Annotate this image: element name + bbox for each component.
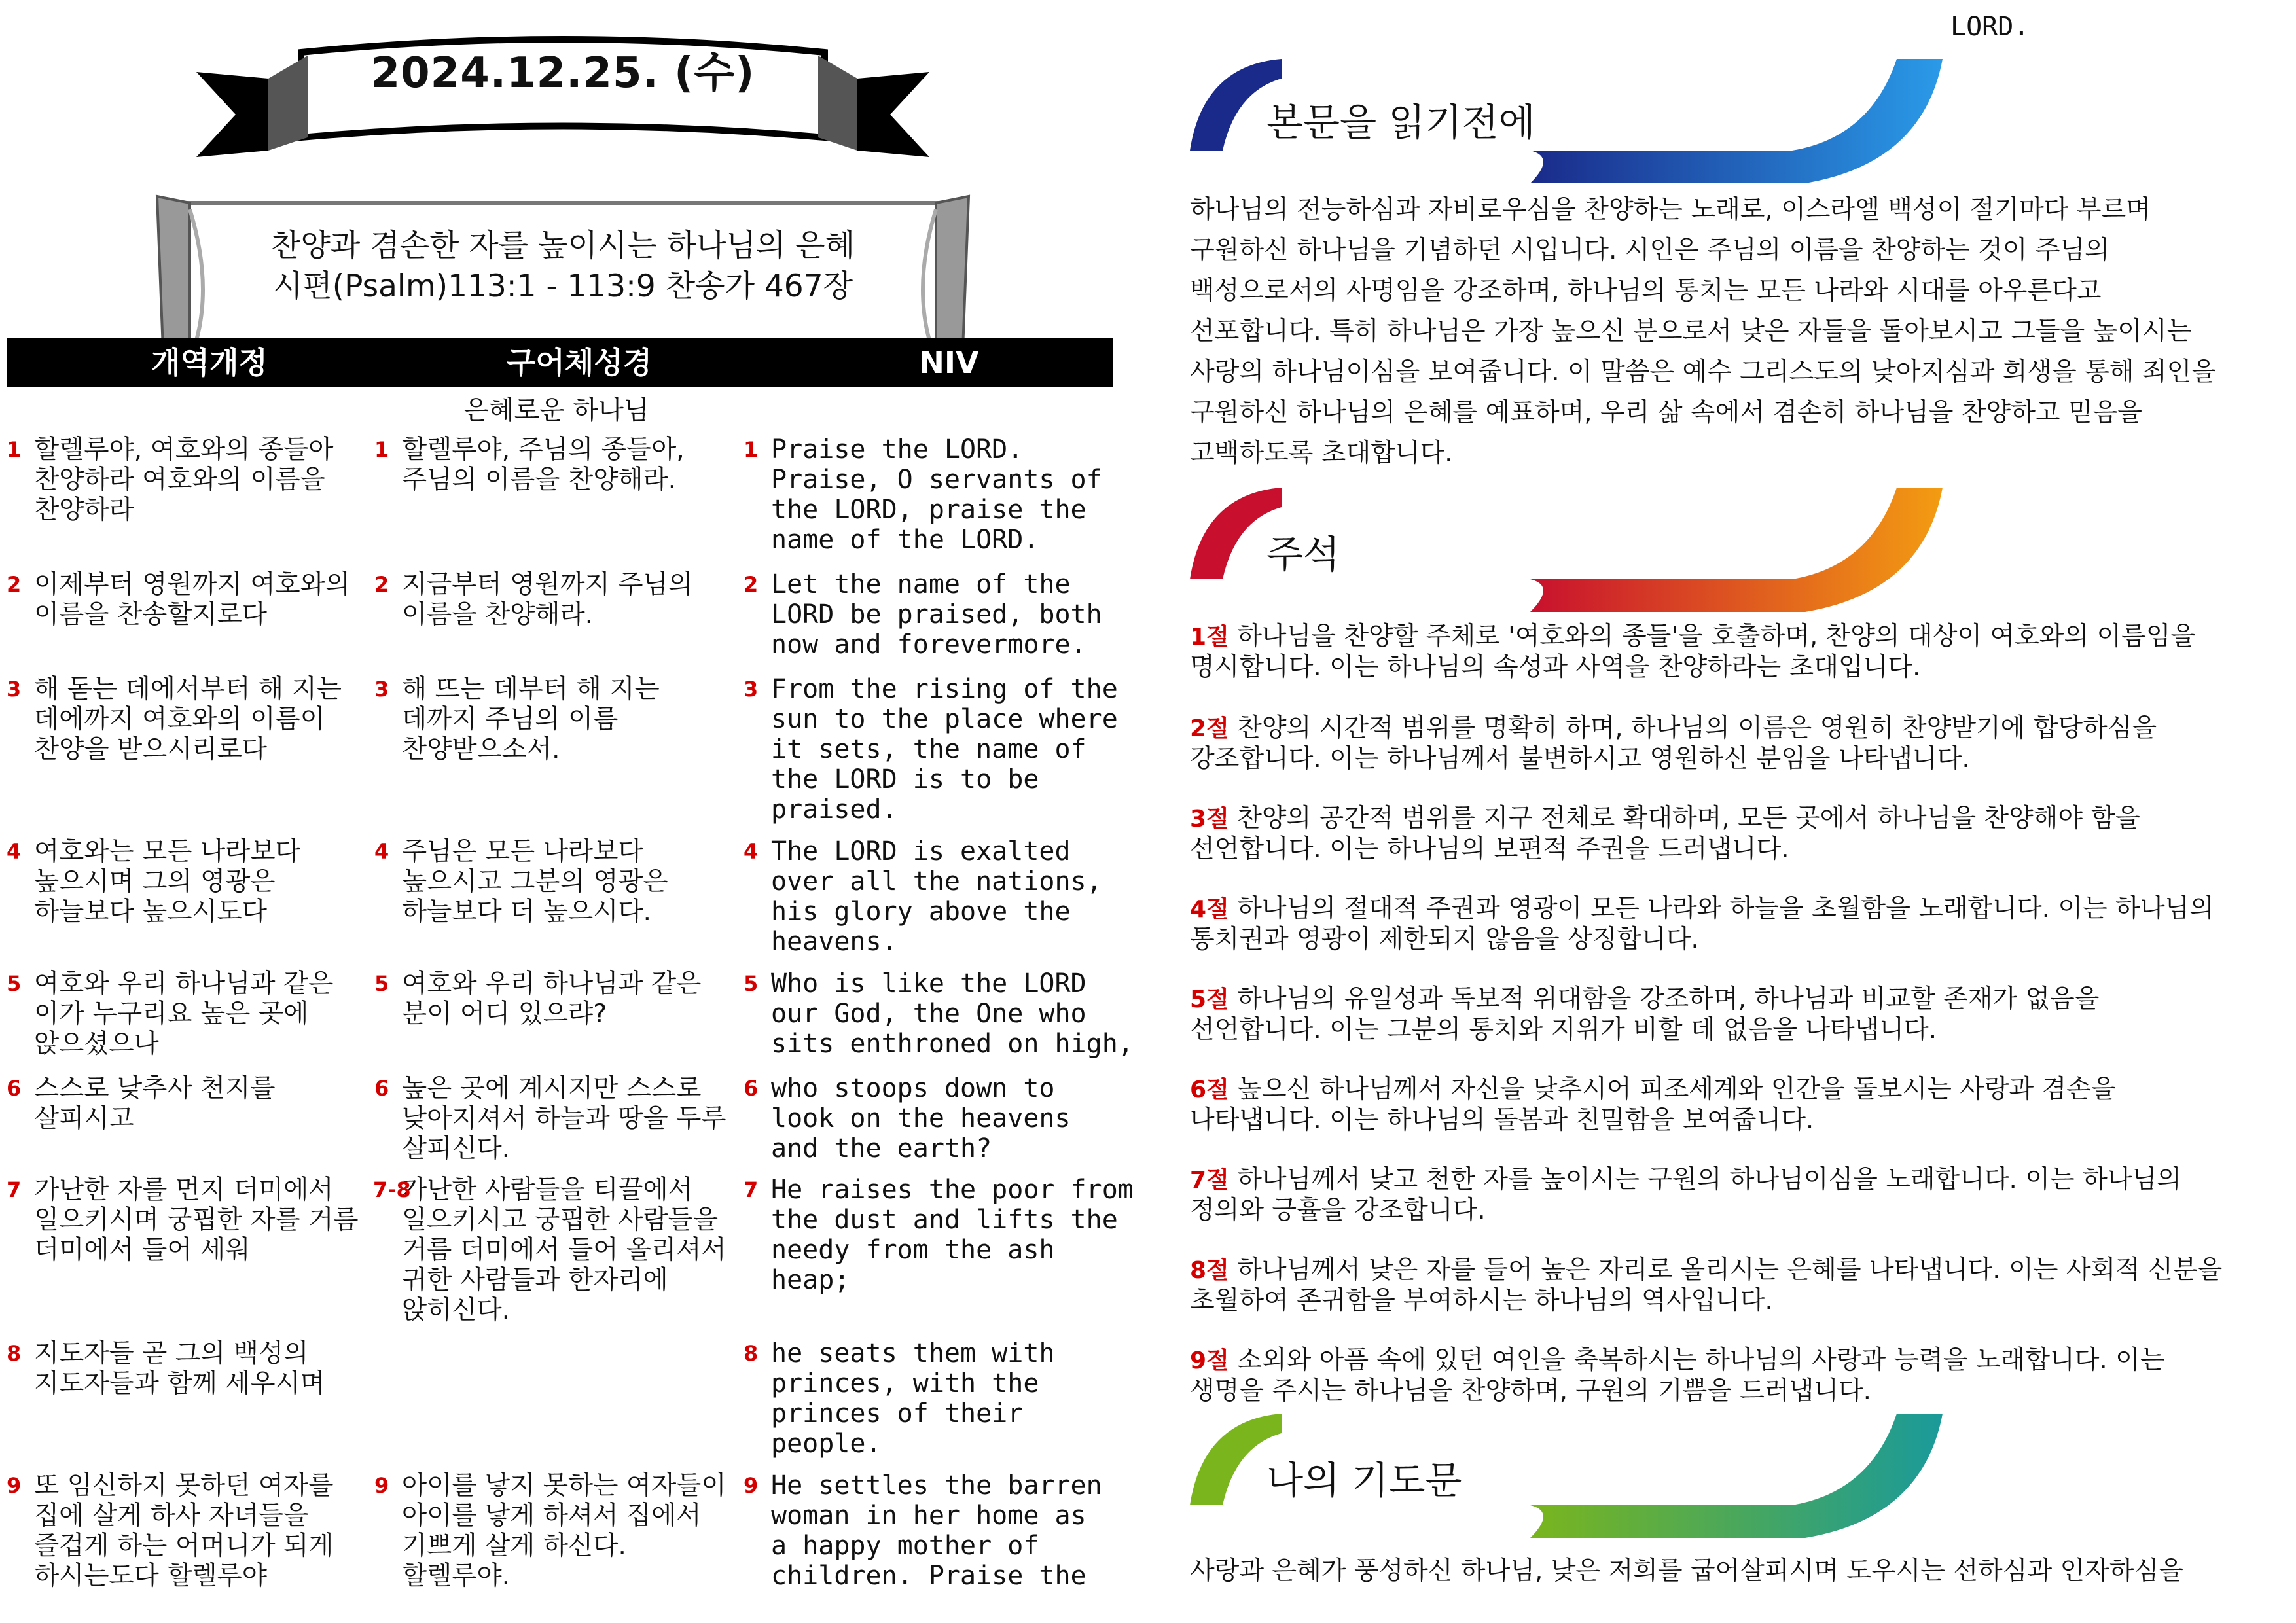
- verse-niv-1: 1 Praise the LORD. Praise, O servants of the LORD, praise the name of the LORD.: [744, 435, 1102, 555]
- note-verse-3: 3절 찬양의 공간적 범위를 지구 전체로 확대하며, 모든 곳에서 하나님을 찬양해야 함을 선언합니다. 이는 하나님의 보편적 주권을 드러냅니다.: [1190, 804, 2140, 864]
- verse-kor-5: 5 여호와 우리 하나님과 같은 분이 어디 있으랴?: [374, 969, 702, 1029]
- verse-niv-3: 3 From the rising of the sun to the place where it sets, the name of the LORD is to be praised.: [744, 674, 1118, 825]
- verse-niv-7: 7 He raises the poor from the dust and lifts the needy from the ash heap;: [744, 1175, 1134, 1295]
- verse-niv-6: 6 who stoops down to look on the heavens and the earth?: [744, 1073, 1071, 1164]
- verse-krv-1: 1 할렐루야, 여호와의 종들아 찬양하라 여호와의 이름을 찬양하라: [7, 435, 334, 525]
- verse-krv-2: 2 이제부터 영원까지 여호와의 이름을 찬송할지로다: [7, 569, 350, 630]
- note-verse-4: 4절 하나님의 절대적 주권과 영광이 모든 나라와 하늘을 초월함을 노래합니다. 이는 하나님의 통치권과 영광이 제한되지 않음을 상징합니다.: [1190, 894, 2214, 954]
- prayer-section-title: 나의 기도문: [1266, 1458, 1462, 1503]
- note-verse-2: 2절 찬양의 시간적 범위를 명확히 하며, 하나님의 이름은 영원히 찬양받기에 합당하심을 강조합니다. 이는 하나님께서 불변하시고 영원하신 분임을 나타냅니다.: [1190, 713, 2157, 774]
- verse-kor-1: 1 할렐루야, 주님의 종들아, 주님의 이름을 찬양해라.: [374, 435, 685, 495]
- column-header-niv: NIV: [919, 345, 979, 380]
- verse-krv-6: 6 스스로 낮추사 천지를 살피시고: [7, 1073, 276, 1133]
- verse-kor-3: 3 해 뜨는 데부터 해 지는 데까지 주님의 이름 찬양받으소서.: [374, 674, 660, 764]
- verse-kor-4: 4 주님은 모든 나라보다 높으시고 그분의 영광은 하늘보다 더 높으시다.: [374, 836, 668, 927]
- translation-header-bar: [7, 338, 1113, 387]
- note-verse-1: 1절 하나님을 찬양할 주체로 '여호와의 종들'을 호출하며, 찬양의 대상이 여호와의 이름임을 명시합니다. 이는 하나님의 속성과 사역을 찬양하라는 초대입니다.: [1190, 622, 2196, 682]
- prayer-paragraph: 사랑과 은혜가 풍성하신 하나님, 낮은 저희를 굽어살피시며 도우시는 선하심과 인자하심을: [1190, 1556, 2183, 1586]
- verse-krv-8: 8 지도자들 곧 그의 백성의 지도자들과 함께 세우시며: [7, 1338, 325, 1399]
- column-header-colloquial: 구어체성경: [506, 345, 653, 380]
- verse-niv-4: 4 The LORD is exalted over all the nations, his glory above the heavens.: [744, 836, 1102, 957]
- verse-krv-7: 7 가난한 자를 먼지 더미에서 일으키시며 궁핍한 자를 거름 더미에서 들어 세워: [7, 1175, 359, 1265]
- column-header-krv: 개역개정: [151, 345, 268, 380]
- verse-niv-5: 5 Who is like the LORD our God, the One who sits enthroned on high,: [744, 969, 1134, 1059]
- note-verse-6: 6절 높으신 하나님께서 자신을 낮추시어 피조세계와 인간을 돌보시는 사랑과 겸손을 나타냅니다. 이는 하나님의 돌봄과 친밀함을 보여줍니다.: [1190, 1075, 2116, 1135]
- verse-krv-9: 9 또 임신하지 못하던 여자를 집에 살게 하사 자녀들을 즐겁게 하는 어머니가 되게 하시는도다 할렐루야: [7, 1471, 334, 1591]
- note-verse-7: 7절 하나님께서 낮고 천한 자를 높이시는 구원의 하나님이심을 노래합니다. 이는 하나님의 정의와 긍휼을 강조합니다.: [1190, 1165, 2181, 1225]
- verse-krv-3: 3 해 돋는 데에서부터 해 지는 데에까지 여호와의 이름이 찬양을 받으시리로다: [7, 674, 342, 764]
- verse-niv-9: 9 He settles the barren woman in her home as a happy mother of children. Praise the: [744, 1471, 1102, 1591]
- note-verse-5: 5절 하나님의 유일성과 독보적 위대함을 강조하며, 하나님과 비교할 존재가 없음을 선언합니다. 이는 그분의 통치와 지위가 비할 데 없음을 나타냅니다.: [1190, 984, 2100, 1044]
- verse-kor-7-8: 7-8 가난한 사람들을 티끌에서 일으키시고 궁핍한 사람들을 거름 더미에서 들어 올리셔서 귀한 사람들과 한자리에 앉히신다.: [373, 1175, 726, 1325]
- passage-title: 찬양과 겸손한 자를 높이시는 하나님의 은혜: [271, 228, 855, 264]
- date-heading: 2024.12.25. (수): [370, 49, 755, 98]
- verse-krv-4: 4 여호와는 모든 나라보다 높으시며 그의 영광은 하늘보다 높으시도다: [7, 836, 300, 927]
- note-verse-9: 9절 소외와 아픔 속에 있던 여인을 축복하시는 하나님의 사랑과 능력을 노래합니다. 이는 생명을 주시는 하나님을 찬양하며, 구원의 기쁨을 드러냅니다.: [1190, 1346, 2165, 1406]
- niv-overflow-text: LORD.: [1950, 12, 2030, 42]
- passage-reference: 시편(Psalm)113:1 - 113:9 찬송가 467장: [272, 268, 853, 304]
- verse-kor-2: 2 지금부터 영원까지 주님의 이름을 찬양해라.: [374, 569, 693, 630]
- note-verse-8: 8절 하나님께서 낮은 자를 들어 높은 자리로 올리시는 은혜를 나타냅니다. 이는 사회적 신분을 초월하여 존귀함을 부여하시는 하나님의 역사입니다.: [1190, 1255, 2223, 1315]
- section-title: 은혜로운 하나님: [463, 395, 649, 425]
- notes-section-title: 주석: [1266, 532, 1340, 577]
- verse-kor-6: 6 높은 곳에 계시지만 스스로 낮아지셔서 하늘과 땅을 두루 살피신다.: [374, 1073, 726, 1164]
- verse-niv-2: 2 Let the name of the LORD be praised, both now and forevermore.: [744, 569, 1102, 660]
- intro-paragraph: 하나님의 전능하심과 자비로우심을 찬양하는 노래로, 이스라엘 백성이 절기마다 부르며 구원하신 하나님을 기념하던 시입니다. 시인은 주님의 이름을 찬양하는 것이 주님의 백성으로서의 사명임을 강조하며, 하나님의 통치는 모든 나라와 시대를 아우른다고 선포합니다. 특히 하나님은 가장 높으신 분으로서 낮은 자들을 돌아보시고 그들을 높이시는 사랑의 하나님이심을 보여줍니다. 이 말씀은 예수 그리스도의 낮아지심과 희생을 통해 죄인을 구원하신 하나님의 은혜를 예표하며, 우리 삶 속에서 겸손히 하나님을 찬양하고 믿음을 고백하도록 초대합니다.: [1190, 195, 2216, 468]
- verse-kor-9: 9 아이를 낳지 못하는 여자들이 아이를 낳게 하셔서 집에서 기쁘게 살게 하신다. 할렐루야.: [374, 1471, 726, 1591]
- intro-section-title: 본문을 읽기전에: [1266, 100, 1535, 145]
- verse-krv-5: 5 여호와 우리 하나님과 같은 이가 누구리요 높은 곳에 앉으셨으나: [7, 969, 334, 1059]
- verse-niv-8: 8 he seats them with princes, with the princes of their people.: [744, 1338, 1055, 1459]
